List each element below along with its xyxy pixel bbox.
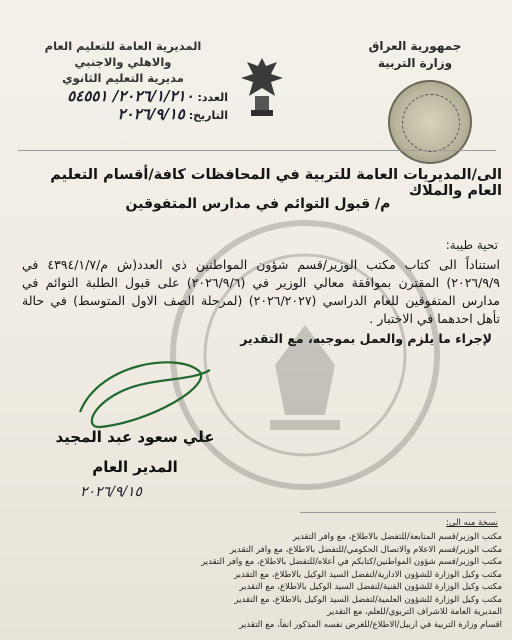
iraq-emblem-icon xyxy=(237,52,287,122)
list-item: اقسام وزارة التربية في اربيل/الاطلاع/للغرض نفسه المذكور انفاً، مع التقدير xyxy=(239,619,502,630)
ministry-header xyxy=(340,38,490,72)
cc-divider xyxy=(300,512,496,513)
list-item: مكتب الوزير/قسم شؤون المواطنين/كتابكم في أعلاه/للتفضل بالاطلاع، مع وافر التقدير xyxy=(201,557,502,567)
cc-list xyxy=(112,531,502,631)
date-value: ٢٠٢٦/٩/١٥ xyxy=(117,105,185,123)
addressee-line: الى/المديريات العامة للتربية في المحافظات كافة/أقسام التعليم العام والملاك xyxy=(50,167,502,199)
country-name: جمهورية العراق xyxy=(368,39,462,53)
list-item: مكتب الوزير/قسم الاعلام والاتصال الحكومي/للتفضل بالاطلاع، مع وافر التقدير xyxy=(229,544,502,555)
action-line: لإجراء ما يلزم والعمل بموجبه، مع التقدير xyxy=(240,331,492,346)
handwritten-signature xyxy=(60,352,220,432)
greeting: تحية طيبة: xyxy=(445,238,498,252)
signatory-title: المدير العام xyxy=(92,458,178,476)
signatory-name: علي سعود عبد المجيد xyxy=(55,428,215,446)
list-item: المديرية العامة للاشراف التربوي/للعلم، مع التقدير xyxy=(327,607,502,617)
reference-number-label: العدد: xyxy=(197,91,228,104)
signature-date: ٢٠٢٦/٩/١٥ xyxy=(80,484,143,500)
date-label: التاريخ: xyxy=(188,109,228,122)
list-item: مكتب وكيل الوزارة للشؤون الادارية/لتفضل السيد الوكيل بالاطلاع، مع التقدير xyxy=(233,569,502,580)
directorate-line-3: مديرية التعليم الثانوي xyxy=(62,71,184,85)
list-item: مكتب الوزير/قسم المتابعة/للتفضل بالاطلاع، مع وافر التقدير xyxy=(292,532,502,542)
date-row xyxy=(18,106,228,124)
ministry-seal-logo xyxy=(388,80,472,164)
header-divider xyxy=(18,150,496,151)
reference-number-value: ٢٠٢٦/١/٢١٠/ ٥٤٥٥١ xyxy=(67,87,194,105)
directorate-header xyxy=(18,38,228,124)
directorate-line-1: المديرية العامة للتعليم العام xyxy=(44,39,202,53)
cc-heading: نسخة منه الى: xyxy=(446,518,498,528)
directorate-line-2: والاهلي والاجنبي xyxy=(74,55,172,69)
letter-body: استناداً الى كتاب مكتب الوزير/قسم شؤون المواطنين ذي العدد(ش م/٤٣٩٤/١/٧ في ٢٠٢٦/٩/٩) المقترن بموافقة معالي الوزير في (٢٠٢٦/٩/٦) على قبول الطلبة التوائم في مدارس المتفوقين للعام الدراسي (٢٠٢٦/٢٠٢٧) (لمرحلة الصف الاول المتوسط) في حالة تأهل احدهما في الاختبار . xyxy=(22,257,500,326)
ministry-name: وزارة التربية xyxy=(377,56,453,70)
subject-line: م/ قبول التوائم في مدارس المتفوقين xyxy=(125,196,391,212)
reference-number-row xyxy=(18,88,228,106)
list-item: مكتب وكيل الوزارة للشؤون العلمية/لتفضل السيد الوكيل بالاطلاع، مع التقدير xyxy=(234,594,502,605)
list-item: مكتب وكيل الوزارة للشؤون الفنية/لتفضل السيد الوكيل بالاطلاع، مع التقدير xyxy=(239,582,502,592)
